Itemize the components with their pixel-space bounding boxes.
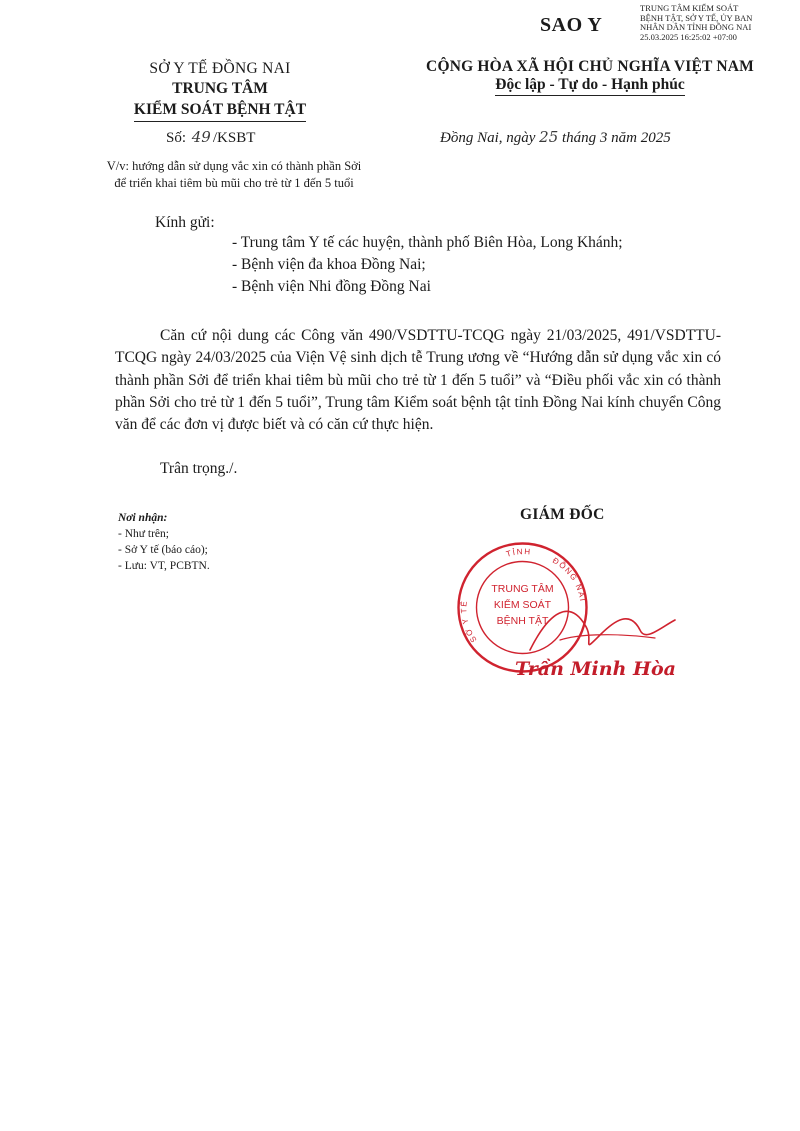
national-title: CỘNG HÒA XÃ HỘI CHỦ NGHĨA VIỆT NAM <box>426 58 754 75</box>
body-text <box>115 325 721 436</box>
docno-suffix: /KSBT <box>212 130 256 146</box>
digital-signature-stamp <box>640 4 800 42</box>
agency-name-line1: TRUNG TÂM <box>172 80 268 97</box>
body-paragraph: Căn cứ nội dung các Công văn 490/VSDTTU-TCQG ngày 21/03/2025, 491/VSDTTU-TCQG ngày 24/03/2025 của Viện Vệ sinh dịch tễ Trung ương về “Hướng dẫn sử dụng vắc xin có thành phần Sởi để triển khai tiêm bù mũi cho trẻ từ 1 đến 5 tuổi” và “Điều phối vắc xin có thành phần Sởi cho trẻ từ 1 đến 5 tuổi”, Trung tâm Kiểm soát bệnh tật tỉnh Đồng Nai kính chuyển Công văn để các đơn vị được biết và có căn cứ thực hiện. <box>115 327 721 434</box>
seal-line: KIỂM SOÁT <box>493 599 552 611</box>
receiver-item: - Như trên; <box>118 528 169 540</box>
salutation: Kính gửi: <box>155 214 215 231</box>
subject-line: để triển khai tiêm bù mũi cho trẻ từ 1 đến 5 tuổi <box>114 176 354 190</box>
agency-parent: SỞ Y TẾ ĐỒNG NAI <box>149 60 291 77</box>
signer-name: Trần Minh Hòa <box>515 658 676 680</box>
document-number <box>166 128 255 147</box>
signer-title: GIÁM ĐỐC <box>520 506 605 523</box>
national-header <box>390 58 790 96</box>
digital-signature-line: BỆNH TẬT, SỞ Y TẾ, ỦY BAN <box>640 12 753 23</box>
recipient-item: - Bệnh viện Nhi đồng Đồng Nai <box>232 278 431 295</box>
closing-line: Trân trọng./. <box>160 460 238 477</box>
subject-line: V/v: hướng dẫn sử dụng vắc xin có thành phần Sởi <box>106 159 362 173</box>
docno-prefix: Số: <box>166 130 187 146</box>
document-subject <box>84 158 384 192</box>
digital-signature-line: NHÂN DÂN TỈNH ĐỒNG NAI <box>640 22 752 32</box>
docno-handwritten: 49 <box>191 128 211 146</box>
seal-ring-right: ĐỒNG NAI <box>550 555 588 604</box>
seal-line: BỆNH TẬT <box>496 615 549 627</box>
receiver-item: - Lưu: VT, PCBTN. <box>118 560 210 572</box>
recipient-item: - Trung tâm Y tế các huyện, thành phố Biên Hòa, Long Khánh; <box>232 234 623 251</box>
receivers-block <box>118 510 210 574</box>
issuing-agency <box>100 60 340 122</box>
document-date <box>440 128 671 147</box>
receiver-item: - Sở Y tế (báo cáo); <box>118 544 208 556</box>
copy-mark: SAO Y <box>540 14 603 36</box>
svg-text:SỞ Y TẾ <box>458 599 478 644</box>
svg-text:TỈNH <box>505 547 532 559</box>
receivers-title: Nơi nhận: <box>118 512 168 524</box>
digital-signature-line: TRUNG TÂM KIỂM SOÁT <box>640 3 739 13</box>
date-day-handwritten: 25 <box>539 128 559 146</box>
seal-ring-top: TỈNH <box>505 547 532 559</box>
date-prefix: Đồng Nai, ngày <box>440 130 536 146</box>
recipient-list <box>232 232 623 298</box>
date-suffix: tháng 3 năm 2025 <box>562 130 671 146</box>
agency-name-line2: KIỂM SOÁT BỆNH TẬT <box>134 99 306 122</box>
seal-line: TRUNG TÂM <box>491 583 554 595</box>
recipient-item: - Bệnh viện đa khoa Đồng Nai; <box>232 256 426 273</box>
seal-ring-left: SỞ Y TẾ <box>459 599 479 645</box>
digital-signature-timestamp: 25.03.2025 16:25:02 +07:00 <box>640 31 737 42</box>
national-motto: Độc lập - Tự do - Hạnh phúc <box>495 76 684 96</box>
